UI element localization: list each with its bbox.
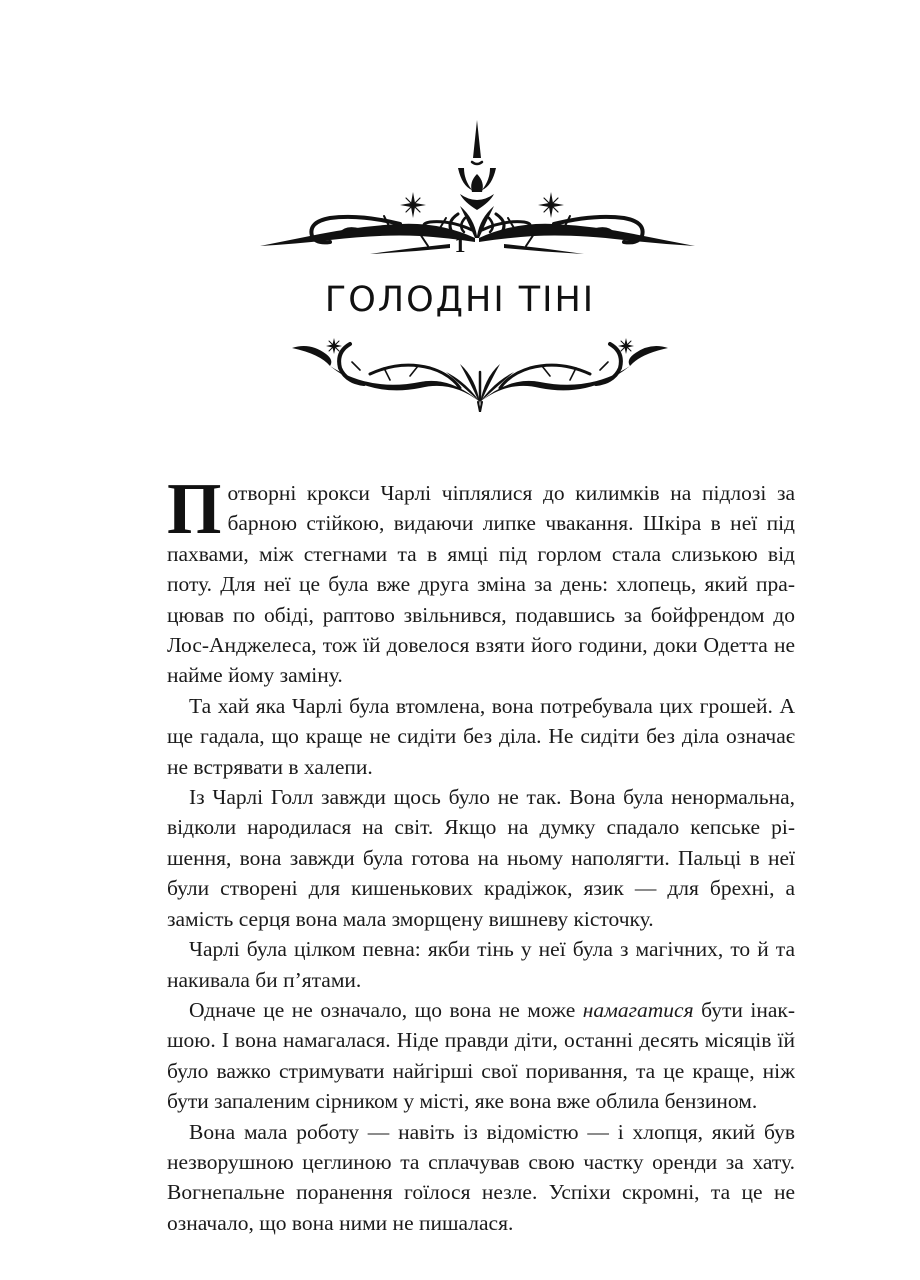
paragraph-1	[167, 469, 795, 691]
paragraph-2: Та хай яка Чарлі була втомлена, вона потребувала цих грошей. А ще гадала, що краще не сидіти без діла. Не сидіти без діла означає не встрявати в халепи.	[167, 693, 795, 779]
emphasized-word: намагатися	[582, 997, 694, 1022]
chapter-body	[167, 469, 795, 1238]
paragraph-text: Одначе це не означало, що вона не може	[189, 997, 583, 1022]
paragraph-6: Вона мала роботу — навіть із відомістю — і хлопця, який був незворушною цеглиною та сплачував свою частку оренди за хату. Вогнепальне поранення гоїлося незле. Успіхи скромні, та це не означало, що вона ними не пишалася.	[167, 1119, 795, 1235]
drop-cap: П	[167, 469, 222, 550]
paragraph-5	[167, 995, 795, 1117]
paragraph-4: Чарлі була цілком певна: якби тінь у неї була з магічних, то й та накивала би п’ятами.	[167, 937, 795, 992]
chapter-number: 1	[454, 232, 466, 257]
chapter-title: ГОЛОДНІ ТІНІ	[324, 280, 596, 320]
thorny-vine-ornament-icon	[290, 332, 670, 412]
paragraph-text: бути інакшою. І вона намагалася. Ніде правди діти, останні десять місяців їй було важко стримувати найгірші свої поривання, та це краще, ніж бути запаленим сірником у місті, яке вона вже облила бензином.	[167, 997, 795, 1114]
paragraph-3: Із Чарлі Голл завжди щось було не так. Вона була ненормальна, відколи народилася на світ. Якщо на думку спадало кепське рішення, вона завжди була готова на ньому наполягти. Пальці в неї були створені для кишенькових крадіжок, язик — для брехні, а замість серця вона мала зморщену вишневу кісточку.	[167, 785, 795, 931]
paragraph-text: отворні крокси Чарлі чіплялися до килимків на підлозі за барною стійкою, видаючи липке чвакання. Шкіра в неї під пахвами, між стегнами та в ямці під горлом стала слизькою від поту. Для неї це була вже друга зміна за день: хлопець, який працював по обіді, раптово звільнився, подавшись за бойфрендом до Лос-Анджелеса, тож їй довелося взяти його години, доки Одетта не найме йому заміну.	[167, 481, 795, 688]
